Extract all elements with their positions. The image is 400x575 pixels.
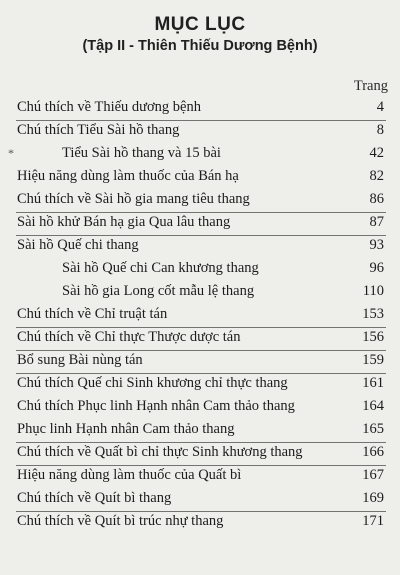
toc-entry-page: 171 <box>362 513 384 529</box>
toc-entry <box>0 510 400 533</box>
toc-entry-page: 167 <box>362 467 384 483</box>
toc-entry-page: 156 <box>362 329 384 345</box>
toc-entry-page: 165 <box>362 421 384 437</box>
toc-entry <box>0 188 400 211</box>
page-column-label: Trang <box>353 78 388 94</box>
toc-entry-title: Hiệu năng dùng làm thuốc của Bán hạ <box>17 168 239 184</box>
toc-entry-title: Phục linh Hạnh nhân Cam thảo thang <box>17 421 235 437</box>
toc-entry-title: Chú thích về Sài hồ gia mang tiêu thang <box>17 191 250 207</box>
toc-entry-page: 82 <box>369 168 384 184</box>
toc-entry-title: Chú thích về Thiếu dương bệnh <box>17 99 201 115</box>
toc-entry-title: Sài hồ khử Bán hạ gia Qua lâu thang <box>17 214 231 230</box>
toc-entry <box>0 372 400 395</box>
toc-entry-page: 166 <box>362 444 384 460</box>
toc-entry <box>0 464 400 487</box>
toc-entry-title: Tiểu Sài hồ thang và 15 bài <box>62 145 221 161</box>
toc-entry-page: 96 <box>369 260 384 276</box>
toc-entry-title: Chú thích Quế chi Sinh khương chỉ thực thang <box>17 375 288 391</box>
toc-entry <box>0 280 400 303</box>
toc-entry-page: 42 <box>369 145 384 161</box>
toc-entry-page: 87 <box>369 214 384 230</box>
toc-entry <box>0 165 400 188</box>
toc-entry-page: 153 <box>362 306 384 322</box>
toc-entry <box>0 96 400 119</box>
toc-entry <box>0 487 400 510</box>
toc-entry-title: Chú thích Tiểu Sài hồ thang <box>17 122 180 138</box>
toc-entry-title: Chú thích Phục linh Hạnh nhân Cam thảo thang <box>17 398 295 414</box>
toc-entry-title: Chú thích về Chỉ truật tán <box>17 306 168 322</box>
toc-entry-title: Chú thích về Quít bì trúc nhự thang <box>17 513 224 529</box>
toc-entry <box>0 234 400 257</box>
toc-entry-page: 93 <box>369 237 384 253</box>
toc-entry-title: Hiệu năng dùng làm thuốc của Quất bì <box>17 467 242 483</box>
toc-entry <box>0 211 400 234</box>
toc-entry-page: 164 <box>362 398 384 414</box>
toc-entry-page: 8 <box>376 122 384 138</box>
toc-entry-title: Chú thích về Quít bì thang <box>17 490 172 506</box>
page-title: MỤC LỤC <box>154 14 246 35</box>
asterisk-mark: * <box>8 146 14 160</box>
toc-entry <box>0 395 400 418</box>
toc-entry <box>0 142 400 165</box>
toc-entry-title: Sài hồ Quế chi thang <box>17 237 139 253</box>
toc-entry <box>0 349 400 372</box>
toc-entry-title: Sài hồ Quế chi Can khương thang <box>62 260 259 276</box>
toc-entry-title: Chú thích về Chỉ thực Thược dược tán <box>17 329 241 345</box>
page-subtitle: (Tập II - Thiên Thiếu Dương Bệnh) <box>82 38 318 54</box>
toc-entry-title: Bổ sung Bài nùng tán <box>17 352 143 368</box>
toc-entry <box>0 303 400 326</box>
toc-entry-page: 161 <box>362 375 384 391</box>
toc-entry <box>0 257 400 280</box>
toc-entry-page: 169 <box>362 490 384 506</box>
toc-entry <box>0 418 400 441</box>
toc-entry-page: 4 <box>376 99 384 115</box>
toc-entry <box>0 119 400 142</box>
toc-entry-page: 110 <box>362 283 384 299</box>
toc-entry-title: Sài hồ gia Long cốt mẫu lệ thang <box>62 283 255 299</box>
toc-entry-title: Chú thích về Quất bì chỉ thực Sinh khương thang <box>17 444 303 460</box>
toc-entry <box>0 326 400 349</box>
toc-entry-page: 159 <box>362 352 384 368</box>
toc-entry <box>0 441 400 464</box>
toc-entry-page: 86 <box>369 191 384 207</box>
